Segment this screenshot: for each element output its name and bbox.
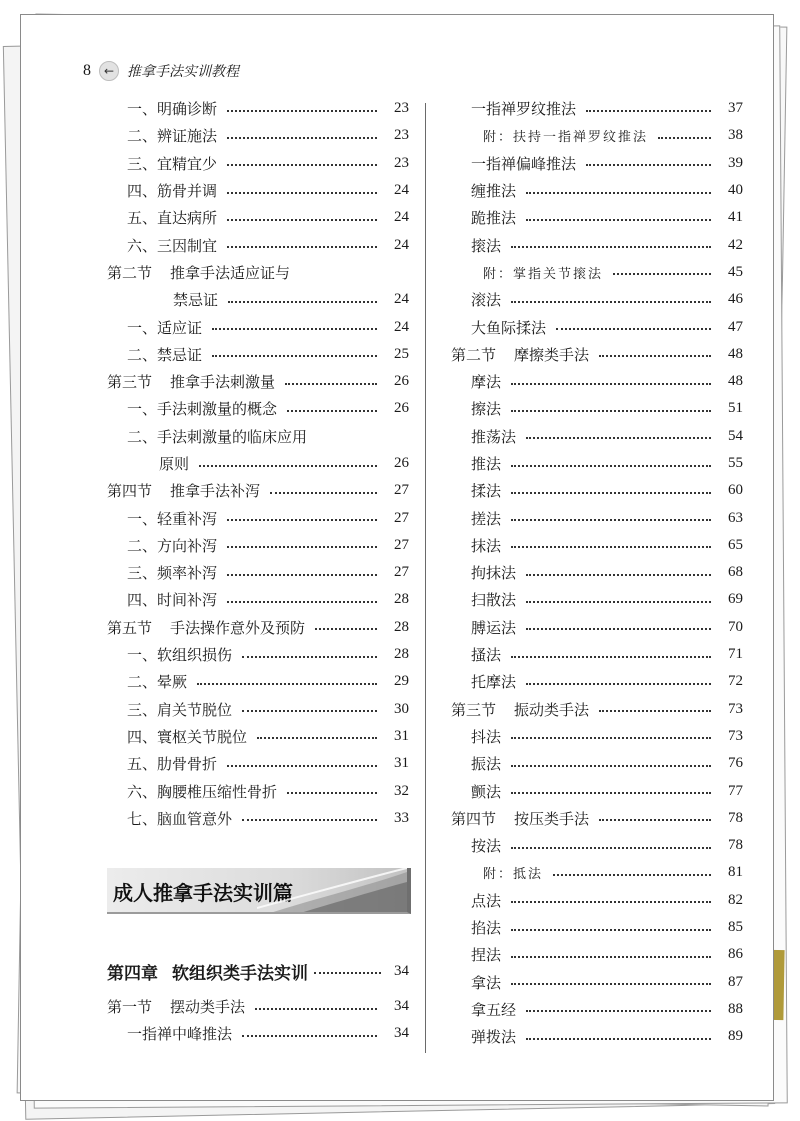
leader-dots xyxy=(586,110,711,112)
entry-label: 摩法 xyxy=(471,373,502,392)
toc-entry[interactable] xyxy=(107,777,409,804)
entry-page: 76 xyxy=(728,755,743,772)
toc-entry[interactable] xyxy=(451,450,743,477)
toc-entry[interactable] xyxy=(107,805,409,832)
leader-dots xyxy=(526,1038,711,1040)
section-number: 第一节 xyxy=(107,998,153,1017)
part-title: 成人推拿手法实训篇 xyxy=(113,881,293,905)
leader-dots xyxy=(511,929,711,931)
toc-entry[interactable] xyxy=(451,777,743,804)
entry-label: 跪推法 xyxy=(471,209,517,228)
leader-dots xyxy=(511,246,711,248)
toc-entry[interactable] xyxy=(451,1023,743,1050)
entry-page: 48 xyxy=(728,345,743,362)
book-title: 推拿手法实训教程 xyxy=(127,64,239,80)
entry-label: 附：抵法 xyxy=(483,867,544,883)
leader-dots xyxy=(526,601,711,603)
leader-dots xyxy=(556,328,711,330)
entry-label: 二、手法刺激量的临床应用 xyxy=(127,427,308,446)
entry-label: 三、宜精宜少 xyxy=(127,154,218,173)
entry-page: 38 xyxy=(728,127,743,144)
entry-label: 捏法 xyxy=(471,946,502,965)
entry-page: 41 xyxy=(728,209,743,226)
entry-page: 34 xyxy=(394,1025,409,1042)
entry-page: 85 xyxy=(728,919,743,936)
toc-entry[interactable] xyxy=(451,177,743,204)
toc-page xyxy=(20,14,774,1101)
entry-label: 推拿手法适应证与 xyxy=(170,263,291,282)
leader-dots xyxy=(526,628,711,630)
entry-label: 抖法 xyxy=(471,727,502,746)
chapter-title: 软组织类手法实训 xyxy=(172,963,308,984)
leader-dots xyxy=(511,410,711,412)
section-number: 第五节 xyxy=(107,618,153,637)
leader-dots xyxy=(511,956,711,958)
entry-page: 47 xyxy=(728,318,743,335)
entry-label: 扫散法 xyxy=(471,591,517,610)
entry-label: 一、轻重补泻 xyxy=(127,509,218,528)
toc-entry[interactable] xyxy=(451,477,743,504)
leader-dots xyxy=(227,164,377,166)
toc-entry[interactable] xyxy=(451,95,743,122)
entry-page: 40 xyxy=(728,182,743,199)
entry-label: 按法 xyxy=(471,837,502,856)
entry-page: 54 xyxy=(728,427,743,444)
entry-label: 点法 xyxy=(471,891,502,910)
entry-label: 附：掌指关节㨰法 xyxy=(483,266,604,282)
leader-dots xyxy=(270,492,377,494)
toc-entry[interactable] xyxy=(107,668,409,695)
entry-page: 46 xyxy=(728,291,743,308)
arrow-left-icon: ← xyxy=(99,61,119,81)
entry-page: 34 xyxy=(394,998,409,1015)
entry-page: 27 xyxy=(394,482,409,499)
toc-entry[interactable] xyxy=(107,696,409,723)
toc-entry[interactable] xyxy=(107,395,409,422)
toc-entry[interactable] xyxy=(107,423,409,450)
toc-entry[interactable] xyxy=(451,832,743,859)
entry-label: 五、肋骨骨折 xyxy=(127,755,218,774)
leader-dots xyxy=(511,901,711,903)
toc-entry[interactable] xyxy=(451,614,743,641)
leader-dots xyxy=(227,110,377,112)
entry-page: 24 xyxy=(394,236,409,253)
chapter-entry[interactable] xyxy=(107,955,409,987)
leader-dots xyxy=(242,656,377,658)
section-number: 第二节 xyxy=(451,345,497,364)
leader-dots xyxy=(227,765,377,767)
entry-label: 振法 xyxy=(471,755,502,774)
leader-dots xyxy=(511,765,711,767)
entry-label: 㨰法 xyxy=(471,236,502,255)
leader-dots xyxy=(227,219,377,221)
column-divider xyxy=(425,103,426,1053)
entry-label: 二、辨证施法 xyxy=(127,127,218,146)
entry-page: 27 xyxy=(394,564,409,581)
leader-dots xyxy=(199,465,377,467)
entry-label: 掐法 xyxy=(471,919,502,938)
leader-dots xyxy=(526,192,711,194)
entry-page: 81 xyxy=(728,864,743,881)
toc-entry[interactable] xyxy=(107,204,409,231)
toc-section-entry[interactable] xyxy=(107,259,409,286)
entry-label: 膊运法 xyxy=(471,618,517,637)
leader-dots xyxy=(658,137,711,139)
toc-entry[interactable] xyxy=(107,723,409,750)
leader-dots xyxy=(511,546,711,548)
entry-label: 抹法 xyxy=(471,536,502,555)
entry-page: 33 xyxy=(394,809,409,826)
page-header xyxy=(83,59,239,83)
entry-page: 48 xyxy=(728,373,743,390)
toc-entry[interactable] xyxy=(107,313,409,340)
entry-label: 搔法 xyxy=(471,646,502,665)
toc-entry[interactable] xyxy=(107,95,409,122)
entry-label: 六、三因制宜 xyxy=(127,236,218,255)
entry-label: 四、筋骨并调 xyxy=(127,182,218,201)
entry-label: 三、频率补泻 xyxy=(127,564,218,583)
entry-label: 按压类手法 xyxy=(514,809,590,828)
leader-dots xyxy=(511,737,711,739)
entry-label: 原则 xyxy=(159,455,190,473)
toc-entry[interactable] xyxy=(107,641,409,668)
entry-page: 27 xyxy=(394,509,409,526)
leader-dots xyxy=(526,437,711,439)
page-number: 8 xyxy=(83,62,91,79)
leader-dots xyxy=(511,792,711,794)
entry-label: 弹拨法 xyxy=(471,1028,517,1047)
leader-dots xyxy=(511,301,711,303)
toc-entry[interactable] xyxy=(451,996,743,1023)
entry-label: 三、肩关节脱位 xyxy=(127,700,233,719)
leader-dots xyxy=(227,192,377,194)
leader-dots xyxy=(227,574,377,576)
entry-page: 37 xyxy=(728,100,743,117)
entry-page: 26 xyxy=(394,455,409,471)
entry-page: 23 xyxy=(394,100,409,117)
toc-entry[interactable] xyxy=(107,231,409,258)
entry-label: 大鱼际揉法 xyxy=(471,318,547,337)
entry-page: 24 xyxy=(394,209,409,226)
toc-entry[interactable] xyxy=(107,122,409,149)
entry-page: 65 xyxy=(728,536,743,553)
entry-label: 拘抹法 xyxy=(471,564,517,583)
entry-page: 24 xyxy=(394,291,409,308)
toc-entry[interactable] xyxy=(107,286,409,313)
toc-section-entry[interactable] xyxy=(451,696,743,723)
entry-page: 68 xyxy=(728,564,743,581)
toc-entry[interactable] xyxy=(451,231,743,258)
toc-entry[interactable] xyxy=(451,859,743,886)
entry-label: 手法操作意外及预防 xyxy=(170,618,306,637)
entry-page: 31 xyxy=(394,727,409,744)
toc-entry[interactable] xyxy=(451,259,743,286)
chapter-page: 34 xyxy=(394,962,409,979)
entry-label: 五、直达病所 xyxy=(127,209,218,228)
leader-dots xyxy=(526,1010,711,1012)
entry-label: 缠推法 xyxy=(471,182,517,201)
leader-dots xyxy=(511,492,711,494)
entry-label: 拿法 xyxy=(471,973,502,992)
entry-label: 推拿手法补泻 xyxy=(170,482,261,501)
section-number: 第四节 xyxy=(451,809,497,828)
toc-right-column xyxy=(451,95,743,1050)
toc-entry[interactable] xyxy=(451,750,743,777)
toc-entry[interactable] xyxy=(107,532,409,559)
toc-entry[interactable] xyxy=(451,368,743,395)
entry-label: 颤法 xyxy=(471,782,502,801)
toc-entry[interactable] xyxy=(451,504,743,531)
entry-page: 82 xyxy=(728,891,743,908)
entry-label: 四、时间补泻 xyxy=(127,591,218,610)
entry-page: 28 xyxy=(394,618,409,635)
toc-entry[interactable] xyxy=(451,641,743,668)
entry-page: 78 xyxy=(728,809,743,826)
section-number: 第三节 xyxy=(107,373,153,392)
entry-label: 二、晕厥 xyxy=(127,673,188,692)
entry-label: 擦法 xyxy=(471,400,502,419)
entry-label: 揉法 xyxy=(471,482,502,501)
entry-page: 78 xyxy=(728,837,743,854)
leader-dots xyxy=(287,410,377,412)
part-banner xyxy=(107,868,411,914)
leader-dots xyxy=(586,164,711,166)
leader-dots xyxy=(227,246,377,248)
leader-dots xyxy=(212,355,377,357)
entry-page: 39 xyxy=(728,154,743,171)
leader-dots xyxy=(599,710,711,712)
toc-left-column-bottom xyxy=(107,993,409,1048)
entry-page: 63 xyxy=(728,509,743,526)
entry-page: 32 xyxy=(394,782,409,799)
entry-page: 30 xyxy=(394,700,409,717)
banner-swoosh-icon xyxy=(257,868,407,914)
leader-dots xyxy=(228,301,377,303)
leader-dots xyxy=(526,683,711,685)
entry-page: 26 xyxy=(394,373,409,390)
entry-page: 24 xyxy=(394,182,409,199)
leader-dots xyxy=(212,328,377,330)
toc-entry[interactable] xyxy=(451,313,743,340)
toc-entry[interactable] xyxy=(451,586,743,613)
entry-page: 72 xyxy=(728,673,743,690)
entry-label: 振动类手法 xyxy=(514,700,590,719)
chapter-number: 第四章 xyxy=(107,963,158,984)
entry-page: 24 xyxy=(394,318,409,335)
toc-entry[interactable] xyxy=(451,395,743,422)
entry-label: 六、胸腰椎压缩性骨折 xyxy=(127,782,278,801)
leader-dots xyxy=(242,1035,377,1037)
entry-page: 42 xyxy=(728,236,743,253)
toc-entry[interactable] xyxy=(451,286,743,313)
entry-page: 88 xyxy=(728,1000,743,1017)
leader-dots xyxy=(315,628,377,630)
entry-page: 70 xyxy=(728,618,743,635)
entry-label: 一、手法刺激量的概念 xyxy=(127,400,278,419)
leader-dots xyxy=(314,972,381,974)
toc-entry[interactable] xyxy=(451,969,743,996)
toc-entry[interactable] xyxy=(107,586,409,613)
section-number: 第四节 xyxy=(107,482,153,501)
leader-dots xyxy=(227,601,377,603)
entry-label: 滚法 xyxy=(471,291,502,310)
leader-dots xyxy=(526,574,711,576)
entry-label: 禁忌证 xyxy=(173,291,219,310)
leader-dots xyxy=(255,1008,377,1010)
toc-entry[interactable] xyxy=(107,150,409,177)
entry-label: 托摩法 xyxy=(471,673,517,692)
entry-label: 七、脑血管意外 xyxy=(127,809,233,828)
entry-page: 26 xyxy=(394,400,409,417)
entry-label: 搓法 xyxy=(471,509,502,528)
entry-label: 摩擦类手法 xyxy=(514,345,590,364)
entry-page: 51 xyxy=(728,400,743,417)
entry-label: 一、软组织损伤 xyxy=(127,646,233,665)
toc-section-entry[interactable] xyxy=(451,805,743,832)
toc-entry[interactable] xyxy=(451,423,743,450)
leader-dots xyxy=(511,383,711,385)
leader-dots xyxy=(242,819,377,821)
entry-label: 推法 xyxy=(471,455,502,473)
toc-entry[interactable] xyxy=(451,941,743,968)
entry-label: 一指禅中峰推法 xyxy=(127,1025,233,1044)
leader-dots xyxy=(197,683,377,685)
entry-page: 25 xyxy=(394,345,409,362)
entry-label: 推拿手法刺激量 xyxy=(170,373,276,392)
leader-dots xyxy=(526,219,711,221)
toc-left-column xyxy=(107,95,409,832)
entry-page: 23 xyxy=(394,127,409,144)
toc-entry[interactable] xyxy=(451,122,743,149)
entry-label: 拿五经 xyxy=(471,1000,517,1019)
leader-dots xyxy=(511,656,711,658)
entry-page: 45 xyxy=(728,263,743,280)
entry-label: 二、禁忌证 xyxy=(127,345,203,364)
entry-page: 69 xyxy=(728,591,743,608)
entry-page: 23 xyxy=(394,154,409,171)
entry-page: 73 xyxy=(728,727,743,744)
toc-entry[interactable] xyxy=(451,914,743,941)
toc-section-entry[interactable] xyxy=(107,993,409,1020)
entry-label: 四、寰枢关节脱位 xyxy=(127,727,248,746)
entry-page: 89 xyxy=(728,1028,743,1045)
toc-entry[interactable] xyxy=(451,559,743,586)
entry-label: 一、明确诊断 xyxy=(127,100,218,119)
leader-dots xyxy=(227,519,377,521)
entry-page: 60 xyxy=(728,482,743,499)
entry-page: 55 xyxy=(728,455,743,471)
leader-dots xyxy=(242,710,377,712)
leader-dots xyxy=(257,737,377,739)
toc-entry[interactable] xyxy=(451,887,743,914)
toc-entry[interactable] xyxy=(451,532,743,559)
toc-section-entry[interactable] xyxy=(107,614,409,641)
leader-dots xyxy=(613,273,711,275)
section-number: 第三节 xyxy=(451,700,497,719)
entry-label: 二、方向补泻 xyxy=(127,536,218,555)
entry-label: 推荡法 xyxy=(471,427,517,446)
toc-entry[interactable] xyxy=(451,723,743,750)
entry-page: 28 xyxy=(394,591,409,608)
leader-dots xyxy=(227,137,377,139)
leader-dots xyxy=(599,819,711,821)
leader-dots xyxy=(227,546,377,548)
section-number: 第二节 xyxy=(107,263,153,282)
leader-dots xyxy=(287,792,377,794)
entry-label: 摆动类手法 xyxy=(170,998,246,1017)
entry-page: 29 xyxy=(394,673,409,690)
leader-dots xyxy=(511,847,711,849)
entry-page: 86 xyxy=(728,946,743,963)
toc-entry[interactable] xyxy=(107,177,409,204)
toc-entry[interactable] xyxy=(451,204,743,231)
entry-page: 27 xyxy=(394,536,409,553)
leader-dots xyxy=(511,519,711,521)
toc-entry[interactable] xyxy=(107,450,409,477)
entry-page: 77 xyxy=(728,782,743,799)
toc-entry[interactable] xyxy=(451,150,743,177)
toc-entry[interactable] xyxy=(107,504,409,531)
entry-page: 28 xyxy=(394,646,409,663)
leader-dots xyxy=(285,383,377,385)
toc-section-entry[interactable] xyxy=(107,368,409,395)
toc-section-entry[interactable] xyxy=(451,341,743,368)
leader-dots xyxy=(599,355,711,357)
entry-page: 31 xyxy=(394,755,409,772)
entry-label: 附：扶持一指禅罗纹推法 xyxy=(483,130,649,146)
toc-entry[interactable] xyxy=(107,341,409,368)
toc-entry[interactable] xyxy=(107,559,409,586)
entry-label: 一、适应证 xyxy=(127,318,203,337)
leader-dots xyxy=(511,983,711,985)
leader-dots xyxy=(511,465,711,467)
entry-page: 71 xyxy=(728,646,743,663)
toc-entry[interactable] xyxy=(107,750,409,777)
leader-dots xyxy=(553,874,711,876)
toc-section-entry[interactable] xyxy=(107,477,409,504)
entry-label: 一指禅罗纹推法 xyxy=(471,100,577,119)
entry-page: 73 xyxy=(728,700,743,717)
toc-entry[interactable] xyxy=(107,1020,409,1047)
entry-label: 一指禅偏峰推法 xyxy=(471,154,577,173)
toc-entry[interactable] xyxy=(451,668,743,695)
entry-page: 87 xyxy=(728,973,743,990)
